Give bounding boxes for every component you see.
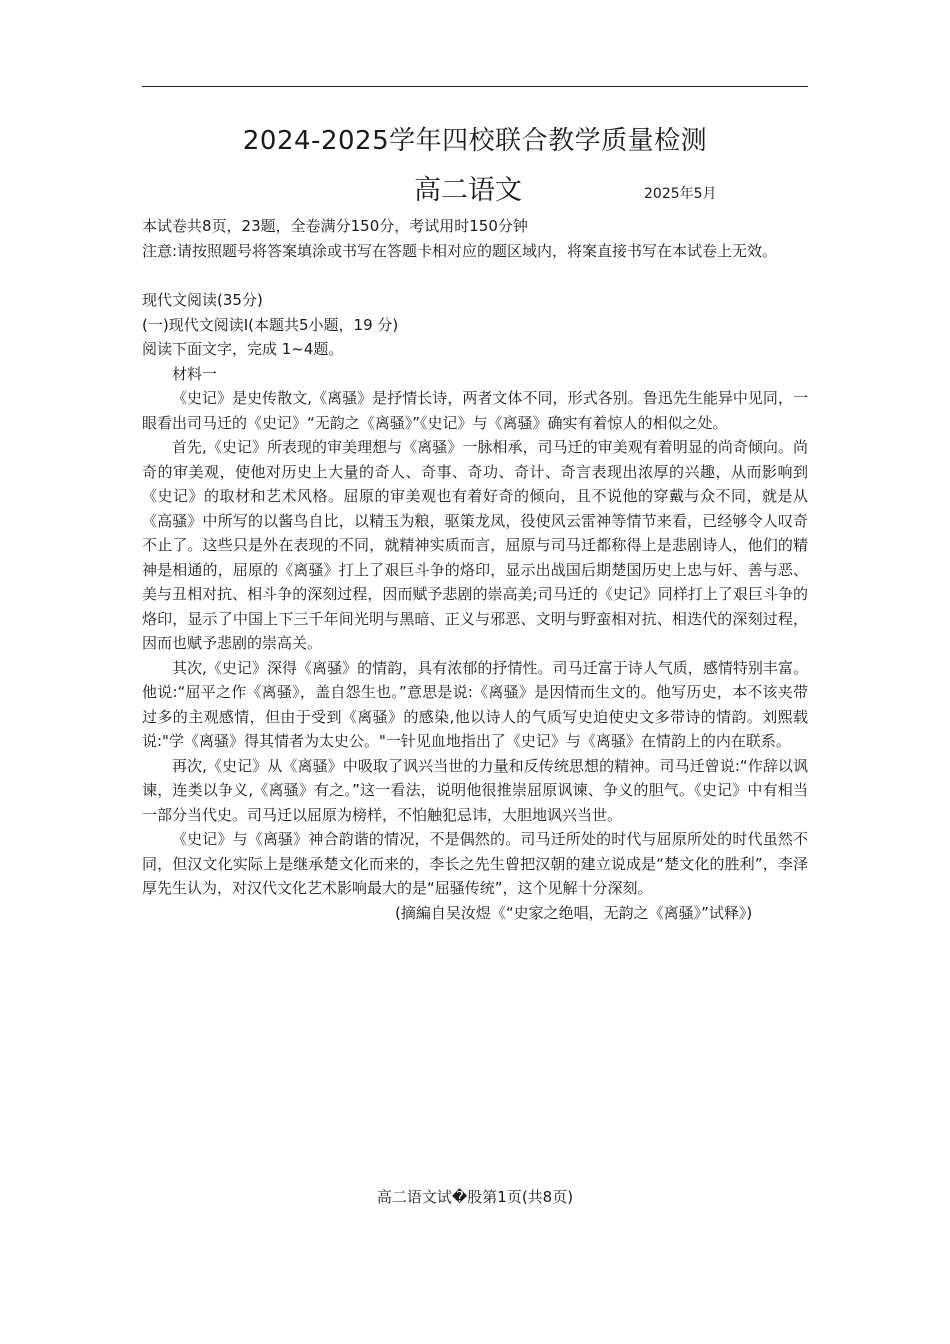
page-footer: 高二语文试�股第1页(共8页) (376, 1188, 574, 1206)
section-title: 现代文阅读(35分) (142, 291, 263, 309)
top-rule (142, 86, 808, 87)
section-subtitle: (一)现代文阅读I(本题共5小题，19 分) (142, 315, 399, 334)
spacer (142, 263, 808, 288)
subject-line (142, 172, 808, 212)
material-label: 材料一 (172, 364, 218, 383)
page-body (142, 214, 808, 925)
reading-instruction: 阅读下面文字，完成 1~4题。 (142, 340, 344, 358)
paragraph: 其次,《史记》深得《离骚》的情韵，具有浓郁的抒情性。司马迁富于诗人气质，感情特别丰富。他说:“屈平之作《离骚》，盖自怨生也。”意思是说:《离骚》是因情而生文的。他写历史，本不该夹带过多的主观感情，但由于受到《离骚》的感染,他以诗人的气质写史迫使史文多带诗的情韵。刘熙载说:"学《离骚》得其情者为太史公。"一针见血地指出了《史记》与《离骚》在情韵上的内在联系。 (142, 658, 808, 750)
exam-notice: 注意:请按照题号将答案填涂或书写在答题卡相对应的题区域内，将案直接书写在本试卷上无效。 (142, 241, 778, 260)
subject-title: 高二语文 (414, 175, 522, 206)
exam-date: 2025年5月 (644, 186, 717, 202)
paragraph: 再次,《史记》从《离骚》中吸取了讽兴当世的力量和反传统思想的精神。司马迁曾说:“作辞以讽谏，连类以争义,《离骚》有之。”这一看法，说明他很推崇屈原讽谏、争义的胆气。《史记》中有相当一部分当代史。司马迁以屈原为榜样，不怕触犯忌讳，大胆地讽兴当世。 (142, 756, 808, 824)
paragraph: 《史记》是史传散文,《离骚》是抒情长诗，两者文体不同，形式各别。鲁迅先生能异中见同，一眼看出司马迁的《史记》“无韵之《离骚》”《史记》与《离骚》确实有着惊人的相似之处。 (142, 389, 808, 432)
paragraph: 首先,《史记》所表现的审美理想与《离骚》一脉相承，司马迁的审美观有着明显的尚奇倾向。尚奇的审美观，使他对历史上大量的奇人、奇事、奇功、奇计、奇言表现出浓厚的兴趣，从而影响到《史记》的取材和艺术风格。屈原的审美观也有着好奇的倾向，且不说他的穿戴与众不同，就是从《高骚》中所写的以酱鸟自比，以精玉为粮，驱策龙凤，役使风云雷神等情节来看，已经够令人叹奇不止了。这些只是外在表现的不同，就精神实质而言，屈原与司马迁都称得上是悲剧诗人，他们的精神是相通的，屈原的《离骚》打上了艰巨斗争的烙印，显示出战国后期楚国历史上忠与奸、善与恶、美与丑相对抗、相斗争的深刻过程，因而赋予悲剧的崇高美;司马迁的《史记》同样打上了艰巨斗争的烙印，显示了中国上下三千年间光明与黑暗、正义与邪恶、文明与野蛮相对抗、相迭代的深刻过程，因而也赋予悲剧的崇高关。 (142, 438, 808, 652)
exam-title: 2024-2025学年四校联合教学质量检测 (242, 126, 708, 156)
paragraph: 《史记》与《离骚》神合韵谐的情况，不是偶然的。司马迁所处的时代与屈原所处的时代虽然不同，但汉文化实际上是继承楚文化而来的，李长之先生曾把汉朝的建立说成是“楚文化的胜利”，李泽厚先生认为，对汉代文化艺术影响最大的是“屈骚传统”，这个见解十分深刻。 (142, 830, 808, 897)
source-citation: (摘編自吴汝煜《“史家之绝唱，无韵之《离骚》”试释》) (395, 903, 753, 922)
source-citation-line (142, 901, 808, 926)
exam-info: 本试卷共8页，23题，全卷满分150分，考试用时150分钟 (142, 217, 528, 235)
